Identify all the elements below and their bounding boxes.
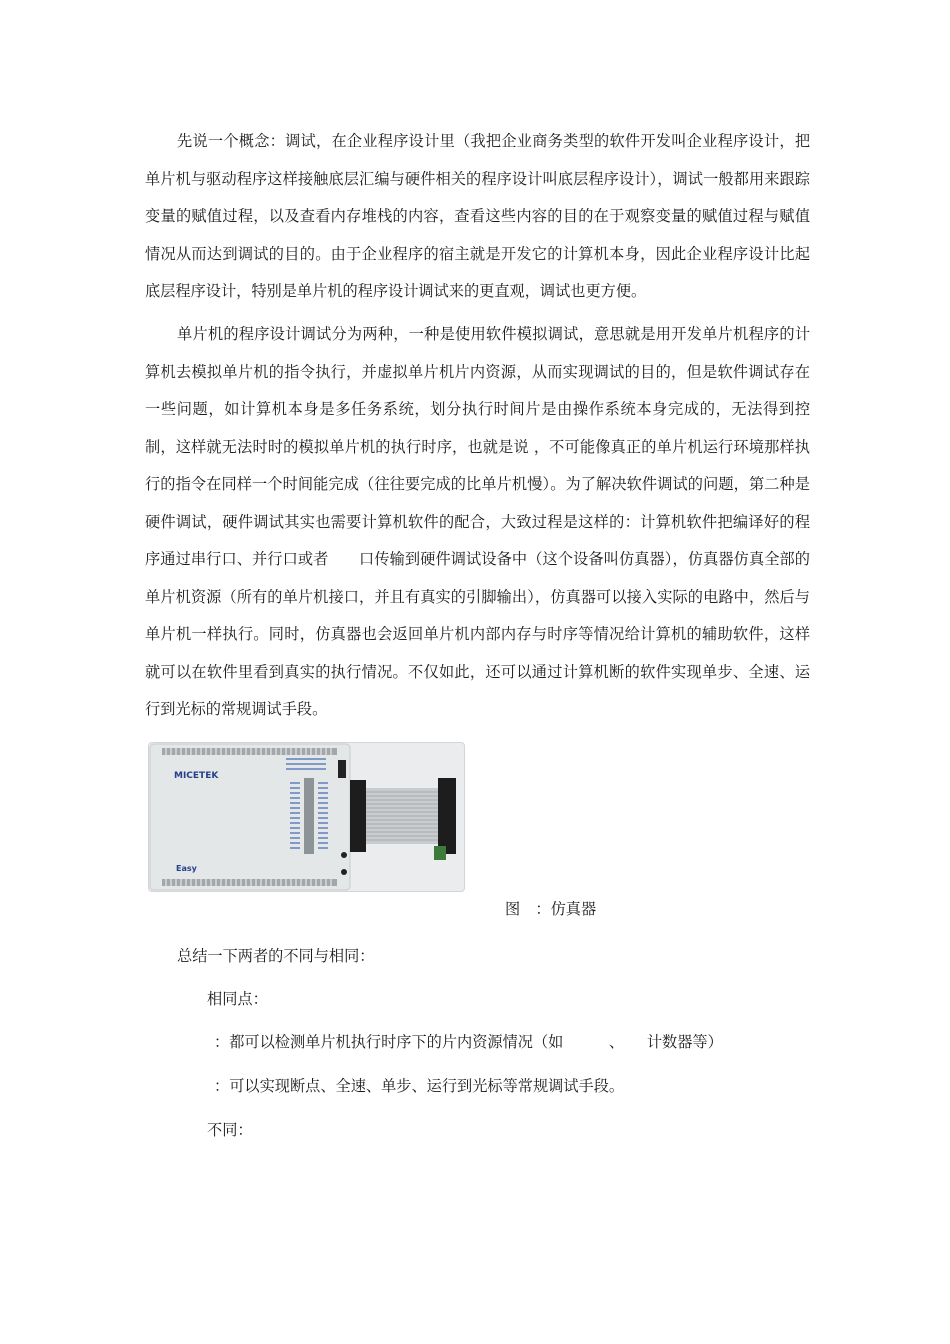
emulator-photo (148, 742, 465, 892)
brand-label: MICETEK (174, 771, 219, 781)
figure-caption: 图 ：仿真器 (505, 900, 597, 918)
paragraph-concept: 先说一个概念：调试，在企业程序设计里（我把企业商务类型的软件开发叫企业程序设计，把单片机与驱动程序这样接触底层汇编与硬件相关的程序设计叫底层程序设计），调试一般都用来跟踪变量的赋值过程，以及查看内存堆栈的内容，查看这些内容的目的在于观察变量的赋值过程与赋值情况从而达到调试的目的。由于企业程序的宿主就是开发它的计算机本身，因此企业程序设计比起底层程序设计，特别是单片机的程序设计调试来的更直观，调试也更方便。 (145, 132, 810, 300)
summary-heading: 总结一下两者的不同与相同： (177, 947, 375, 965)
same-item-2: ：可以实现断点、全速、单步、运行到光标等常规调试手段。 (214, 1077, 625, 1095)
same-heading: 相同点： (207, 990, 268, 1008)
diff-heading: 不同： (207, 1121, 253, 1139)
paragraph-debug-methods: 单片机的程序设计调试分为两种，一种是使用软件模拟调试，意思就是用开发单片机程序的计算机去模拟单片机的指令执行，并虚拟单片机片内资源，从而实现调试的目的，但是软件调试存在一些问题，如计算机本身是多任务系统，划分执行时间片是由操作系统本身完成的，无法得到控制，这样就无法时时的模拟单片机的执行时序，也就是说 ，不可能像真正的单片机运行环境那样执行的指令在同样一个时间能完成（往往要完成的比单片机慢）。为了解决软件调试的问题，第二种是硬件调试，硬件调试其实也需要计算机软件的配合，大致过程是这样的：计算机软件把编译好的程序通过串行口、并行口或者 口传输到硬件调试设备中（这个设备叫仿真器），仿真器仿真全部的单片机资源（所有的单片机接口，并且有真实的引脚输出），仿真器可以接入实际的电路中，然后与单片机一样执行。同时，仿真器也会返回单片机内部内存与时序等情况给计算机的辅助软件，这样 就可以在软件里看到真实的执行情况。不仅如此，还可以通过计算机断的软件实现单步、全速、运行到光标的常规调试手段。 (145, 325, 810, 718)
model-label: Easy (176, 864, 197, 873)
same-item-1: ：都可以检测单片机执行时序下的片内资源情况（如 、 计数器等） (214, 1033, 723, 1051)
